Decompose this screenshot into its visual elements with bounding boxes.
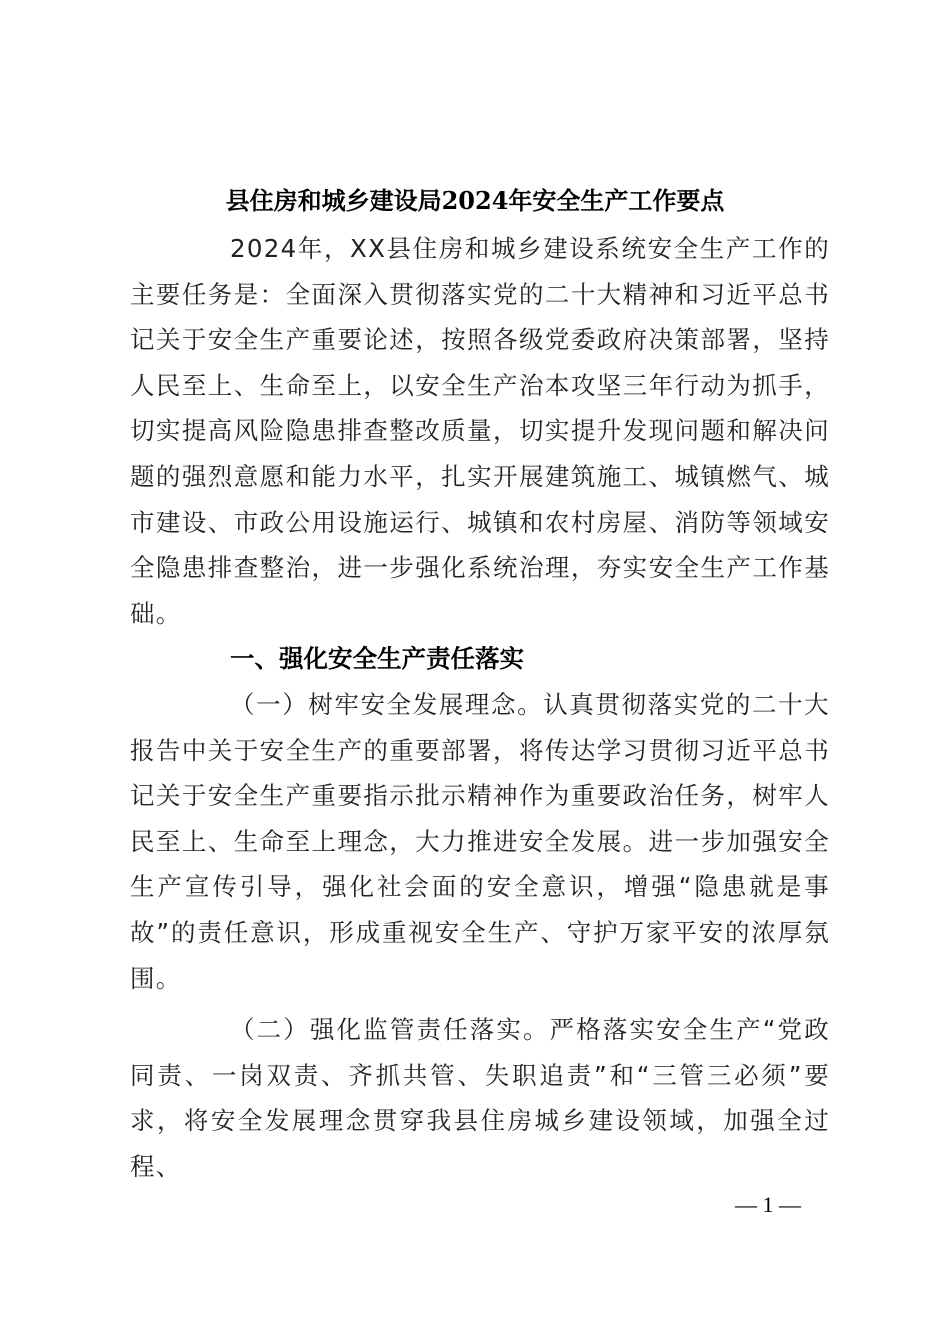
subsection-text-2: 严格落实安全生产“党政同责、一岗双责、齐抓共管、失职追责”和“三管三必须”要求，将安全发展理念贯穿我县住房城乡建设领域，加强全过程、 <box>130 1015 830 1181</box>
subsection-text-1: 认真贯彻落实党的二十大报告中关于安全生产的重要部署，将传达学习贯彻习近平总书记关于安全生产重要指示批示精神作为重要政治任务，树牢人民至上、生命至上理念，大力推进安全发展。进一步加强安全生产宣传引导，强化社会面的安全意识，增强“隐患就是事故”的责任意识，形成重视安全生产、守护万家平安的浓厚氛围。 <box>130 689 830 993</box>
document-body <box>130 226 830 1189</box>
section-heading-1: 一、强化安全生产责任落实 <box>230 644 524 674</box>
page-number: — 1 — <box>735 1192 801 1217</box>
document-title: 县住房和城乡建设局2024年安全生产工作要点 <box>225 186 725 215</box>
subsection-lead-2: （二）强化监管责任落实。 <box>230 1015 550 1045</box>
subsection-paragraph-2 <box>130 1007 830 1189</box>
subsection-lead-1: （一）树牢安全发展理念。 <box>230 689 544 719</box>
subsection-paragraph-1 <box>130 682 830 1001</box>
intro-paragraph: 2024年，XX县住房和城乡建设系统安全生产工作的主要任务是：全面深入贯彻落实党的二十大精神和习近平总书记关于安全生产重要论述，按照各级党委政府决策部署，坚持人民至上、生命至上，以安全生产治本攻坚三年行动为抓手，切实提高风险隐患排查整改质量，切实提升发现问题和解决问题的强烈意愿和能力水平，扎实开展建筑施工、城镇燃气、城市建设、市政公用设施运行、城镇和农村房屋、消防等领域安全隐患排查整治，进一步强化系统治理，夯实安全生产工作基础。 <box>130 234 830 628</box>
